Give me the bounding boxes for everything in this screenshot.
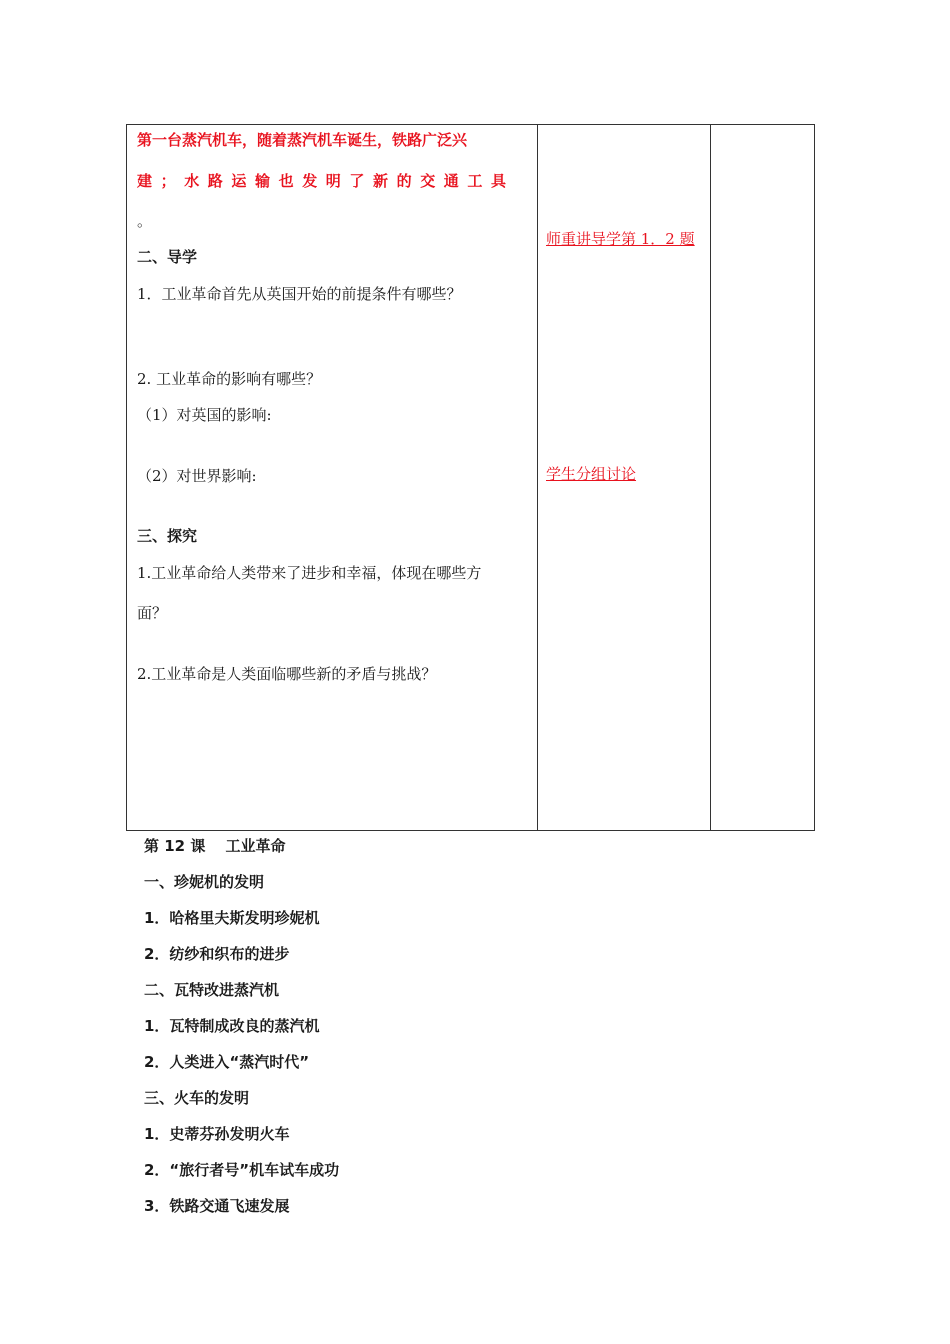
question-2: 2. 工业革命的影响有哪些？ xyxy=(137,370,322,388)
outline-item: 三、火车的发明 xyxy=(144,1089,250,1107)
student-note: 学生分组讨论 xyxy=(546,465,637,483)
outline-item: 2．人类进入“蒸汽时代” xyxy=(144,1053,310,1071)
outline-item: 1．哈格里夫斯发明珍妮机 xyxy=(144,909,320,927)
period-mark: 。 xyxy=(137,212,153,230)
question-2-a: （1）对英国的影响: xyxy=(137,406,272,424)
outline-item: 3．铁路交通飞速发展 xyxy=(144,1197,290,1215)
explore-1-line-1: 1.工业革命给人类带来了进步和幸福，体现在哪些方 xyxy=(137,564,482,582)
highlight-text-line-2: 建；水路运输也发明了新的交通工具 xyxy=(137,172,515,190)
question-2-b: （2）对世界影响: xyxy=(137,467,257,485)
column-divider xyxy=(710,125,711,830)
column-divider xyxy=(537,125,538,830)
outline-item: 2．“旅行者号”机车试车成功 xyxy=(144,1161,340,1179)
main-cell xyxy=(137,125,531,825)
lesson-table xyxy=(126,124,815,831)
outline-item: 1．瓦特制成改良的蒸汽机 xyxy=(144,1017,320,1035)
outline-item: 2．纺纱和织布的进步 xyxy=(144,945,290,963)
explore-2: 2.工业革命是人类面临哪些新的矛盾与挑战？ xyxy=(137,665,437,683)
question-1: 1．工业革命首先从英国开始的前提条件有哪些？ xyxy=(137,285,462,303)
highlight-text-line-1: 第一台蒸汽机车，随着蒸汽机车诞生，铁路广泛兴 xyxy=(137,131,468,149)
outline-item: 一、珍妮机的发明 xyxy=(144,873,265,891)
explore-1-line-2: 面？ xyxy=(137,604,168,622)
teacher-note: 师重讲导学第 1．2 题 xyxy=(546,230,695,248)
section-title-guide: 二、导学 xyxy=(137,248,198,266)
outline-item: 1．史蒂芬孙发明火车 xyxy=(144,1125,290,1143)
section-title-explore: 三、探究 xyxy=(137,527,198,545)
outline-item: 二、瓦特改进蒸汽机 xyxy=(144,981,280,999)
lesson-title: 第 12 课 工业革命 xyxy=(144,837,286,855)
